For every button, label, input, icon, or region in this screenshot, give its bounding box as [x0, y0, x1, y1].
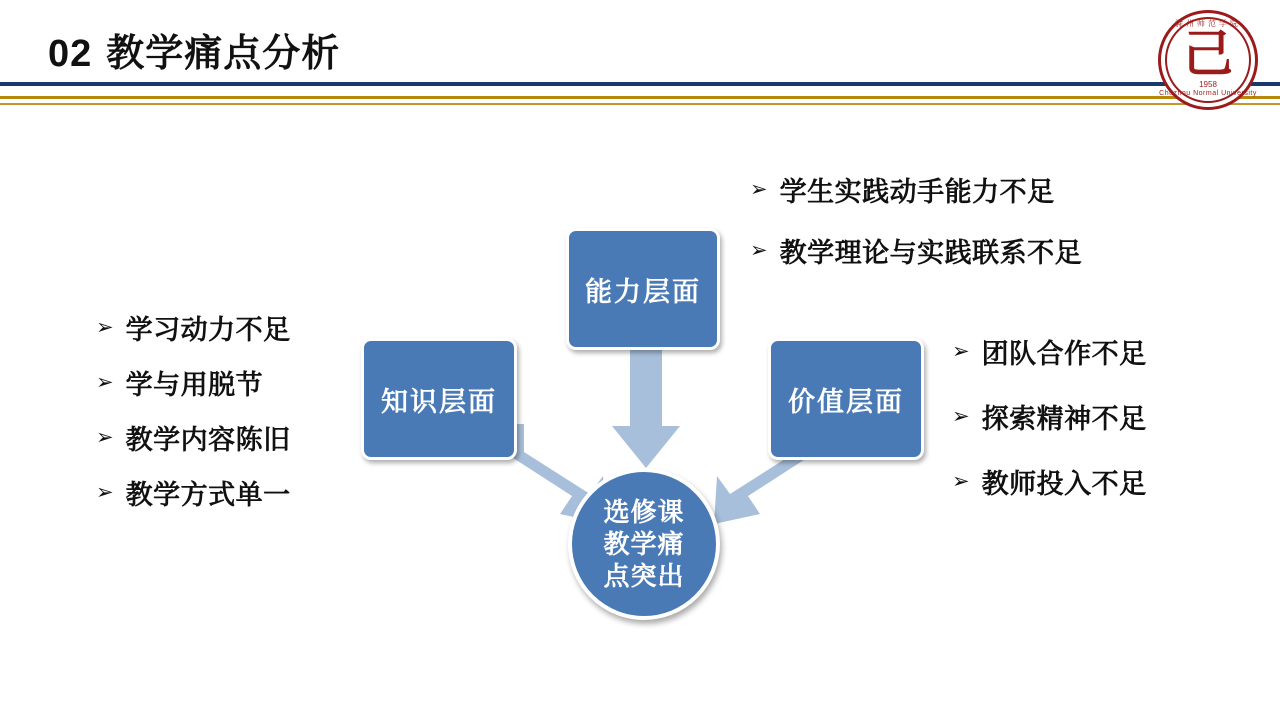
node-value[interactable] [768, 338, 924, 460]
header-divider-gold-secondary [0, 103, 1280, 105]
list-item-label: 教学理论与实践联系不足 [779, 238, 1083, 268]
list-item-label: 学与用脱节 [125, 370, 264, 400]
list-item [96, 308, 291, 347]
list-item [952, 462, 1147, 501]
node-center-line-3: 点突出 [603, 561, 685, 591]
node-center-pain-point[interactable] [568, 468, 720, 620]
node-center-line-1: 选修课 [603, 497, 685, 527]
node-center-line-2: 教学痛 [603, 529, 685, 559]
list-item [750, 170, 1082, 209]
node-value-label: 价值层面 [788, 386, 904, 417]
logo-emblem-icon: 己 [1183, 26, 1233, 82]
list-item-label: 团队合作不足 [981, 339, 1147, 369]
list-item-label: 学习动力不足 [125, 315, 291, 345]
logo-chinese-name: 滁州师范学院 [1175, 19, 1241, 28]
bullet-list-top-right [750, 170, 1082, 292]
header-divider-gold [0, 96, 1280, 99]
bullet-list-left [96, 308, 291, 528]
bullet-arrow-icon: ➢ [952, 470, 970, 493]
list-item-label: 教学方式单一 [125, 480, 291, 510]
header-divider-navy [0, 82, 1280, 86]
list-item [952, 332, 1147, 371]
arrow-ability-to-center [600, 348, 700, 478]
slide-title-text: 教学痛点分析 [106, 33, 341, 75]
bullet-arrow-icon: ➢ [96, 426, 114, 449]
bullet-arrow-icon: ➢ [952, 405, 970, 428]
list-item [96, 473, 291, 512]
logo-founding-year: 1958 [1199, 80, 1217, 89]
bullet-arrow-icon: ➢ [750, 239, 768, 262]
bullet-arrow-icon: ➢ [750, 178, 768, 201]
node-ability-label: 能力层面 [585, 276, 701, 307]
list-item [952, 397, 1147, 436]
bullet-arrow-icon: ➢ [96, 371, 114, 394]
page-title [48, 22, 340, 77]
node-knowledge[interactable] [361, 338, 517, 460]
bullet-arrow-icon: ➢ [952, 340, 970, 363]
university-logo [1152, 4, 1264, 116]
node-knowledge-label: 知识层面 [381, 386, 497, 417]
node-center-label-wrapper [597, 496, 690, 592]
node-ability[interactable] [566, 228, 720, 350]
list-item-label: 教师投入不足 [981, 469, 1147, 499]
list-item-label: 探索精神不足 [981, 404, 1147, 434]
bullet-list-bottom-right [952, 332, 1147, 527]
slide-number: 02 [48, 33, 93, 75]
bullet-arrow-icon: ➢ [96, 316, 114, 339]
logo-english-name: Chuzhou Normal University [1159, 90, 1257, 97]
list-item [750, 231, 1082, 270]
list-item [96, 363, 291, 402]
list-item-label: 学生实践动手能力不足 [779, 177, 1055, 207]
list-item-label: 教学内容陈旧 [125, 425, 291, 455]
list-item [96, 418, 291, 457]
bullet-arrow-icon: ➢ [96, 481, 114, 504]
